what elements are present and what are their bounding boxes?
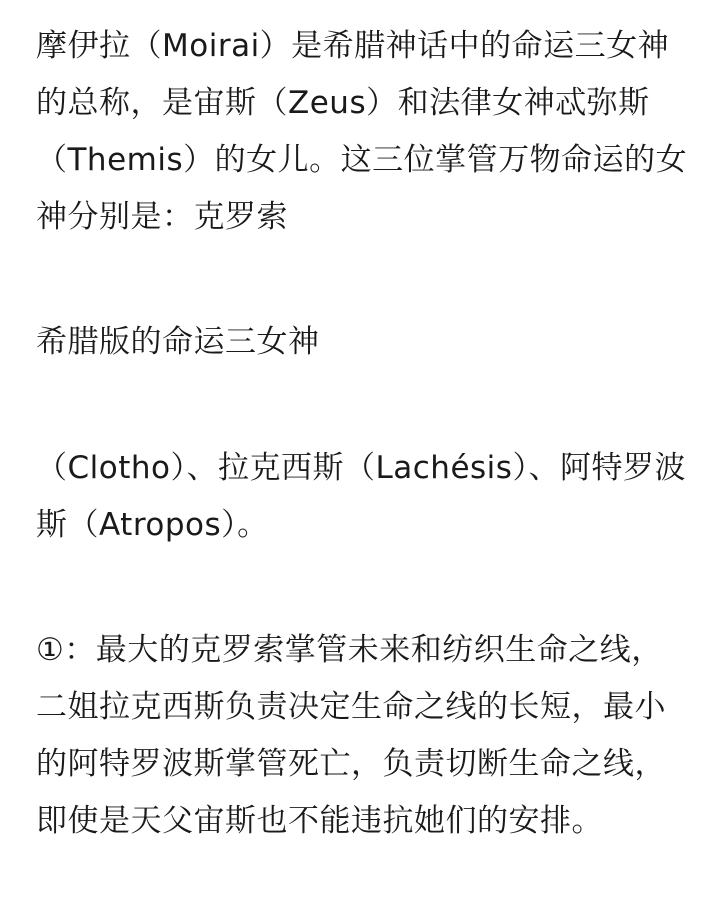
paragraph-roles-description: ①：最大的克罗索掌管未来和纺织生命之线，二姐拉克西斯负责决定生命之线的长短，最小的阿特罗波斯掌管死亡，负责切断生命之线，即使是天父宙斯也不能违抗她们的安排。 bbox=[36, 632, 666, 839]
paragraph-moirai-intro: 摩伊拉（Moirai）是希腊神话中的命运三女神的总称，是宙斯（Zeus）和法律女神忒弥斯（Themis）的女儿。这三位掌管万物命运的女神分别是：克罗索 bbox=[36, 28, 688, 235]
paragraph-section-heading: 希腊版的命运三女神 bbox=[36, 324, 320, 360]
paragraph-names-list: （Clotho）、拉克西斯（Lachésis）、阿特罗波斯（Atropos）。 bbox=[36, 450, 686, 543]
